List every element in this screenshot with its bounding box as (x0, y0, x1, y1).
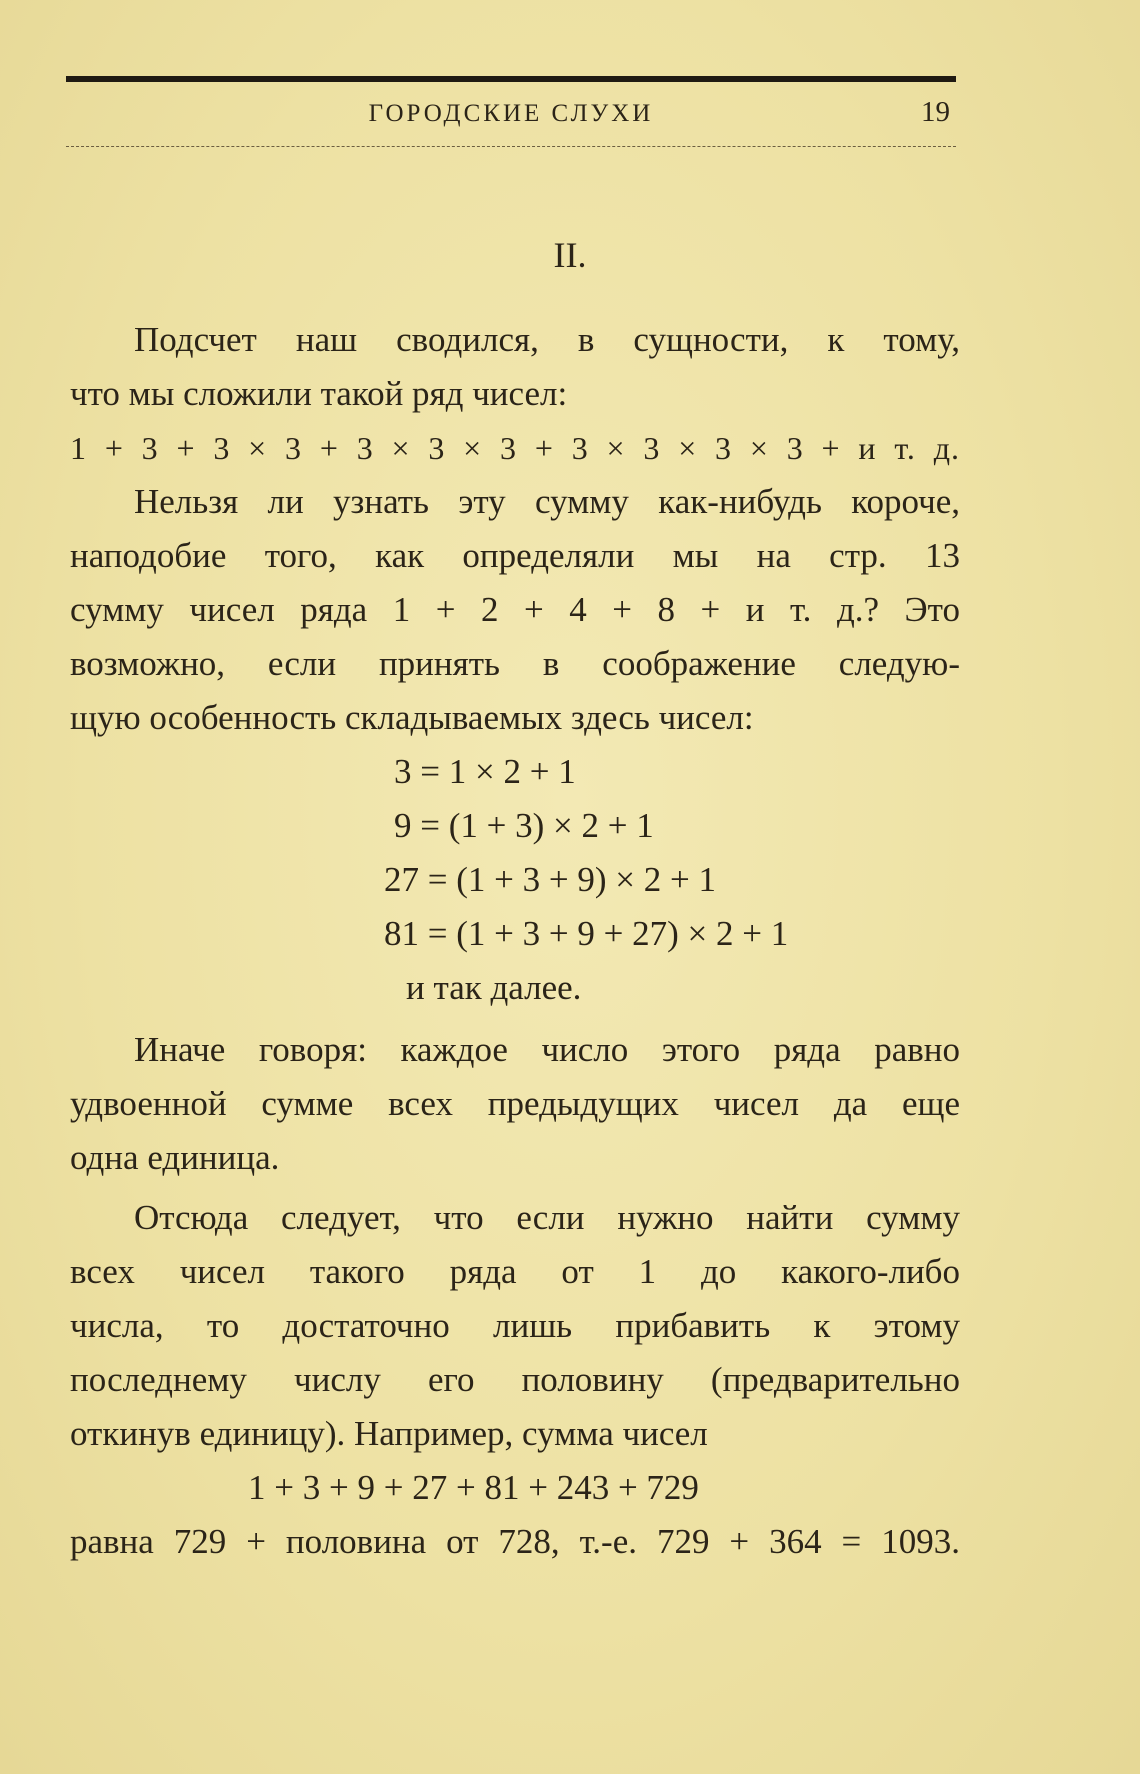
header-bottom-rule (66, 146, 956, 147)
paragraph-line: всех чисел такого ряда от 1 до какого-либо (70, 1252, 960, 1291)
paragraph-line: возможно, если принять в соображение следую- (70, 644, 960, 683)
paragraph-line: Отсюда следует, что если нужно найти сумму (134, 1198, 960, 1237)
paragraph-line: одна единица. (70, 1138, 280, 1177)
equation-line: 27 = (1 + 3 + 9) × 2 + 1 (384, 860, 717, 899)
section-number: II. (553, 235, 587, 275)
paragraph-line: удвоенной сумме всех предыдущих чисел да еще (70, 1084, 960, 1123)
paragraph-line: Иначе говоря: каждое число этого ряда равно (134, 1030, 960, 1069)
paragraph-line: что мы сложили такой ряд чисел: (70, 374, 568, 413)
running-head (66, 94, 956, 134)
paragraph-line: последнему числу его половину (предварительно (70, 1360, 960, 1399)
paragraph-line: сумму чисел ряда 1 + 2 + 4 + 8 + и т. д.? Это (70, 590, 960, 629)
header-top-rule (66, 76, 956, 82)
example-series: 1 + 3 + 9 + 27 + 81 + 243 + 729 (248, 1468, 699, 1507)
paragraph-line: числа, то достаточно лишь прибавить к этому (70, 1306, 960, 1345)
paragraph-line: Нельзя ли узнать эту сумму как-нибудь короче, (134, 482, 960, 521)
page-number: 19 (921, 96, 950, 128)
running-title: ГОРОДСКИЕ СЛУХИ (368, 100, 654, 127)
equation-line: 81 = (1 + 3 + 9 + 27) × 2 + 1 (384, 914, 789, 953)
series-line: 1 + 3 + 3 × 3 + 3 × 3 × 3 + 3 × 3 × 3 × 3 + и т. д. (70, 430, 960, 466)
equations-tail: и так далее. (406, 968, 582, 1007)
paragraph-line: Подсчет наш сводился, в сущности, к тому, (134, 320, 960, 359)
paragraph-line: наподобие того, как определяли мы на стр. 13 (70, 536, 960, 575)
equation-line: 9 = (1 + 3) × 2 + 1 (394, 806, 654, 845)
example-result: равна 729 + половина от 728, т.-е. 729 + 364 = 1093. (70, 1522, 960, 1561)
paragraph-line: щую особенность складываемых здесь чисел: (70, 698, 754, 737)
paragraph-line: откинув единицу). Например, сумма чисел (70, 1414, 708, 1453)
equation-line: 3 = 1 × 2 + 1 (394, 752, 576, 791)
